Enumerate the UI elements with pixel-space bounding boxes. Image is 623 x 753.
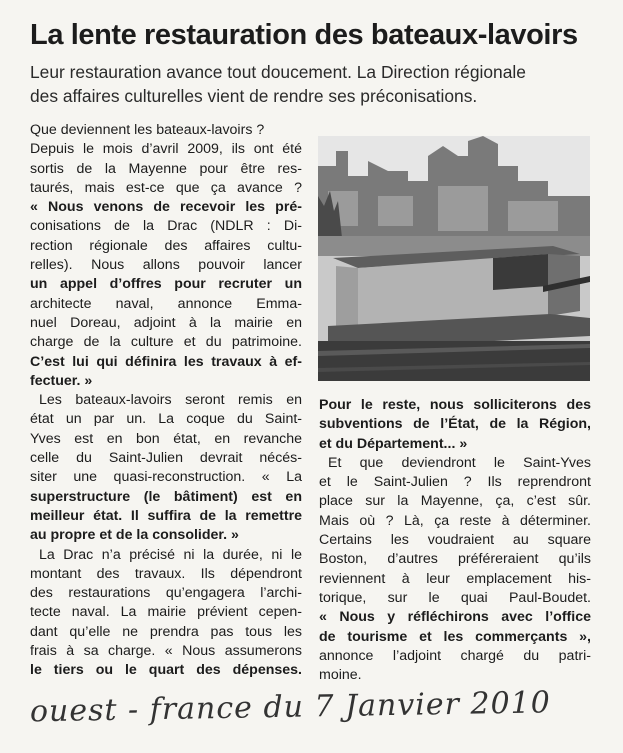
text-line: torique, sur le quai Paul-Boudet. [319,589,591,606]
text-line: nuel Doreau, adjoint à la mairie en [30,314,302,331]
quote-line: le tiers ou le quart des dépenses. [30,662,302,679]
quote-line: au propre et de la consolider. » [30,527,239,544]
quote-line: un appel d’offres pour recruter un [30,276,302,293]
text-line: sortis de la Mayenne pour être res- [30,160,302,177]
article-column-left [30,121,302,681]
text-line: rection régionale des affaires cultu- [30,237,302,254]
text-line: Yves est en bon état, en revanche [30,430,302,447]
text-line: Les bateaux-lavoirs seront remis en [39,392,302,409]
text-line: La Drac n’a précisé ni la durée, ni le [39,546,302,563]
quote-line: C’est lui qui définira les travaux à ef- [30,353,302,370]
text-line: reviennent à leur emplacement his- [319,570,591,587]
text-line: charge de la culture et du patrimoine. [30,334,302,351]
text-line: moine. [319,667,362,684]
quote-line: « Nous venons de recevoir les pré- [30,199,302,216]
text-line: siter une quasi-reconstruction. « La [30,469,302,486]
text-line: Boston, d’autres préféreraient qu’ils [319,551,591,568]
text-line: Mais où ? Là, ça reste à déterminer. [319,512,591,529]
text-line: frais à sa charge. « Nous assumerons [30,643,302,660]
article-column-right [319,396,591,685]
text-line: Que deviennent les bateaux-lavoirs ? [30,122,265,138]
text-line: Certains les voudraient au square [319,532,591,549]
text-line: place sur la Mayenne, ça, c’est sûr. [319,493,591,510]
text-line: montant des travaux. Ils dépendront [30,565,302,582]
quote-line: de tourisme et les commerçants », [319,628,591,645]
quote-line: conisations de la Drac (NDLR : Di- [30,218,302,235]
quote-line: relles). Nous allons pouvoir lancer [30,257,302,274]
quote-line: subventions de l’État, de la Région, [319,416,591,433]
article-headline: La lente restauration des bateaux-lavoirs [30,19,578,51]
text-line: celle du Saint-Julien devrait nécés- [30,450,302,467]
text-line: Et que deviendront le Saint-Yves [328,454,591,471]
text-line: dant qu’elle ne prendra pas tous les [30,623,302,640]
standfirst-line: des affaires culturelles vient de rendre ses préconisations. [30,86,478,106]
text-line: état un par un. La coque du Saint- [30,411,302,428]
text-line: Depuis le mois d’avril 2009, ils ont été [30,141,302,158]
standfirst-line: Leur restauration avance tout doucement. La Direction régionale [30,62,526,82]
quote-line: fectuer. » [30,372,93,389]
quote-line: et du Département... » [319,435,468,452]
text-line: annonce l’adjoint chargé du patri- [319,647,591,664]
quote-line: architecte naval, annonce Emma- [30,295,302,312]
quote-line: Pour le reste, nous solliciterons des [319,397,591,413]
handwritten-source-note: ouest - france du 7 Janvier 2010 [29,685,552,730]
quote-line: « Nous y réfléchirons avec l’office [319,609,591,626]
article-standfirst [30,60,610,108]
text-line: des restaurations qu’engagera l’archi- [30,585,302,602]
text-line: et le Saint-Julien ? Ils reprendront [319,474,591,491]
photo-bateau-lavoir-icon [318,136,590,381]
quote-line: meilleur état. Il suffira de la remettre [30,507,302,524]
text-line: tecte naval. La mairie prévient cepen- [30,604,302,621]
quote-line: superstructure (le bâtiment) est en [30,488,302,505]
text-line: taurés, mais est-ce que ça avance ? [30,179,302,196]
